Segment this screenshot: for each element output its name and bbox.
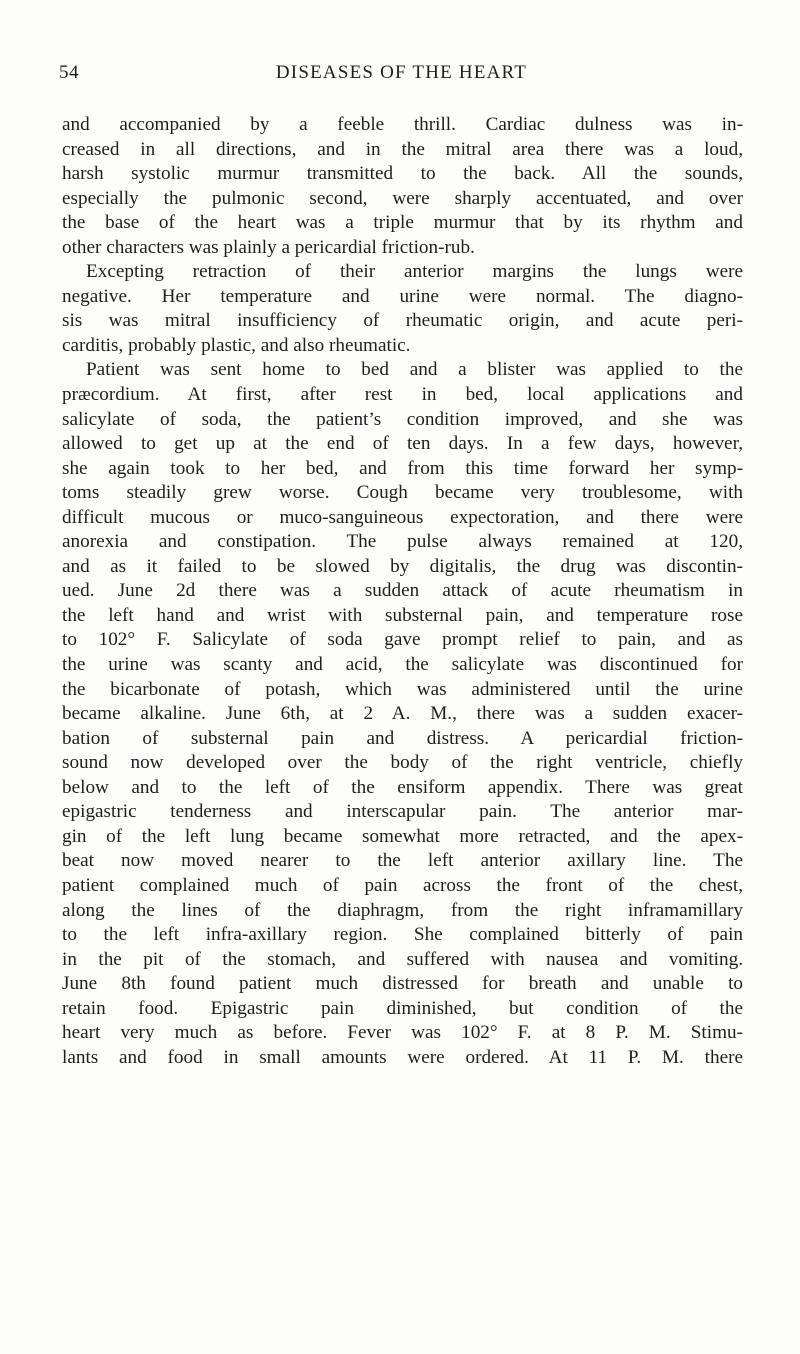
text-line: the base of the heart was a triple murmur that by its rhythm and [62,212,743,234]
text-line: the bicarbonate of potash, which was administered until the urine [62,678,743,700]
text-line: difficult mucous or muco-sanguineous expectoration, and there were [62,506,743,528]
page-header [59,62,744,88]
text-line: patient complained much of pain across the front of the chest, [62,874,743,896]
text-line: toms steadily grew worse. Cough became very troublesome, with [62,482,743,504]
page-number: 54 [59,62,79,83]
text-line: lants and food in small amounts were ordered. At 11 P. M. there [62,1046,743,1068]
text-line: Excepting retraction of their anterior margins the lungs were [86,261,743,283]
text-line: epigastric tenderness and interscapular pain. The anterior mar- [62,801,743,823]
text-line: allowed to get up at the end of ten days. In a few days, however, [62,433,743,455]
text-line: below and to the left of the ensiform appendix. There was great [62,776,743,798]
text-line: bation of substernal pain and distress. A pericardial friction- [62,727,743,749]
text-line: to the left infra-axillary region. She complained bitterly of pain [62,924,743,946]
text-line: other characters was plainly a pericardial friction-rub. [62,236,475,258]
text-line: retain food. Epigastric pain diminished, but condition of the [62,997,743,1019]
text-line: in the pit of the stomach, and suffered with nausea and vomiting. [62,948,743,970]
text-line: and as it failed to be slowed by digitalis, the drug was discontin- [62,555,743,577]
text-line: June 8th found patient much distressed for breath and unable to [62,973,743,995]
text-line: ued. June 2d there was a sudden attack of acute rheumatism in [62,580,743,602]
text-line: negative. Her temperature and urine were normal. The diagno- [62,285,743,307]
body-text [62,113,743,1070]
text-line: the urine was scanty and acid, the salicylate was discontinued for [62,654,743,676]
text-line: sis was mitral insufficiency of rheumatic origin, and acute peri- [62,310,743,332]
text-line: the left hand and wrist with substernal pain, and temperature rose [62,604,743,626]
text-line: along the lines of the diaphragm, from the right inframamillary [62,899,743,921]
text-line: gin of the left lung became somewhat more retracted, and the apex- [62,825,743,847]
text-line: carditis, probably plastic, and also rheumatic. [62,334,411,356]
text-line: anorexia and constipation. The pulse always remained at 120, [62,531,743,553]
text-line: and accompanied by a feeble thrill. Cardiac dulness was in- [62,114,743,135]
text-line: she again took to her bed, and from this time forward her symp- [62,457,743,479]
text-line: Patient was sent home to bed and a blister was applied to the [86,359,743,381]
text-line: heart very much as before. Fever was 102° F. at 8 P. M. Stimu- [62,1022,743,1044]
text-line: salicylate of soda, the patient’s condition improved, and she was [62,408,743,430]
text-line: harsh systolic murmur transmitted to the back. All the sounds, [62,163,743,185]
text-line: præcordium. At first, after rest in bed, local applications and [62,384,743,406]
text-line: sound now developed over the body of the right ventricle, chiefly [62,752,743,774]
running-title: DISEASES OF THE HEART [275,62,528,83]
text-line: beat now moved nearer to the left anterior axillary line. The [62,850,743,872]
text-line: became alkaline. June 6th, at 2 A. M., there was a sudden exacer- [62,703,743,725]
text-line: especially the pulmonic second, were sharply accentuated, and over [62,187,743,209]
text-line: to 102° F. Salicylate of soda gave prompt relief to pain, and as [62,629,743,651]
text-line: creased in all directions, and in the mitral area there was a loud, [62,138,743,160]
